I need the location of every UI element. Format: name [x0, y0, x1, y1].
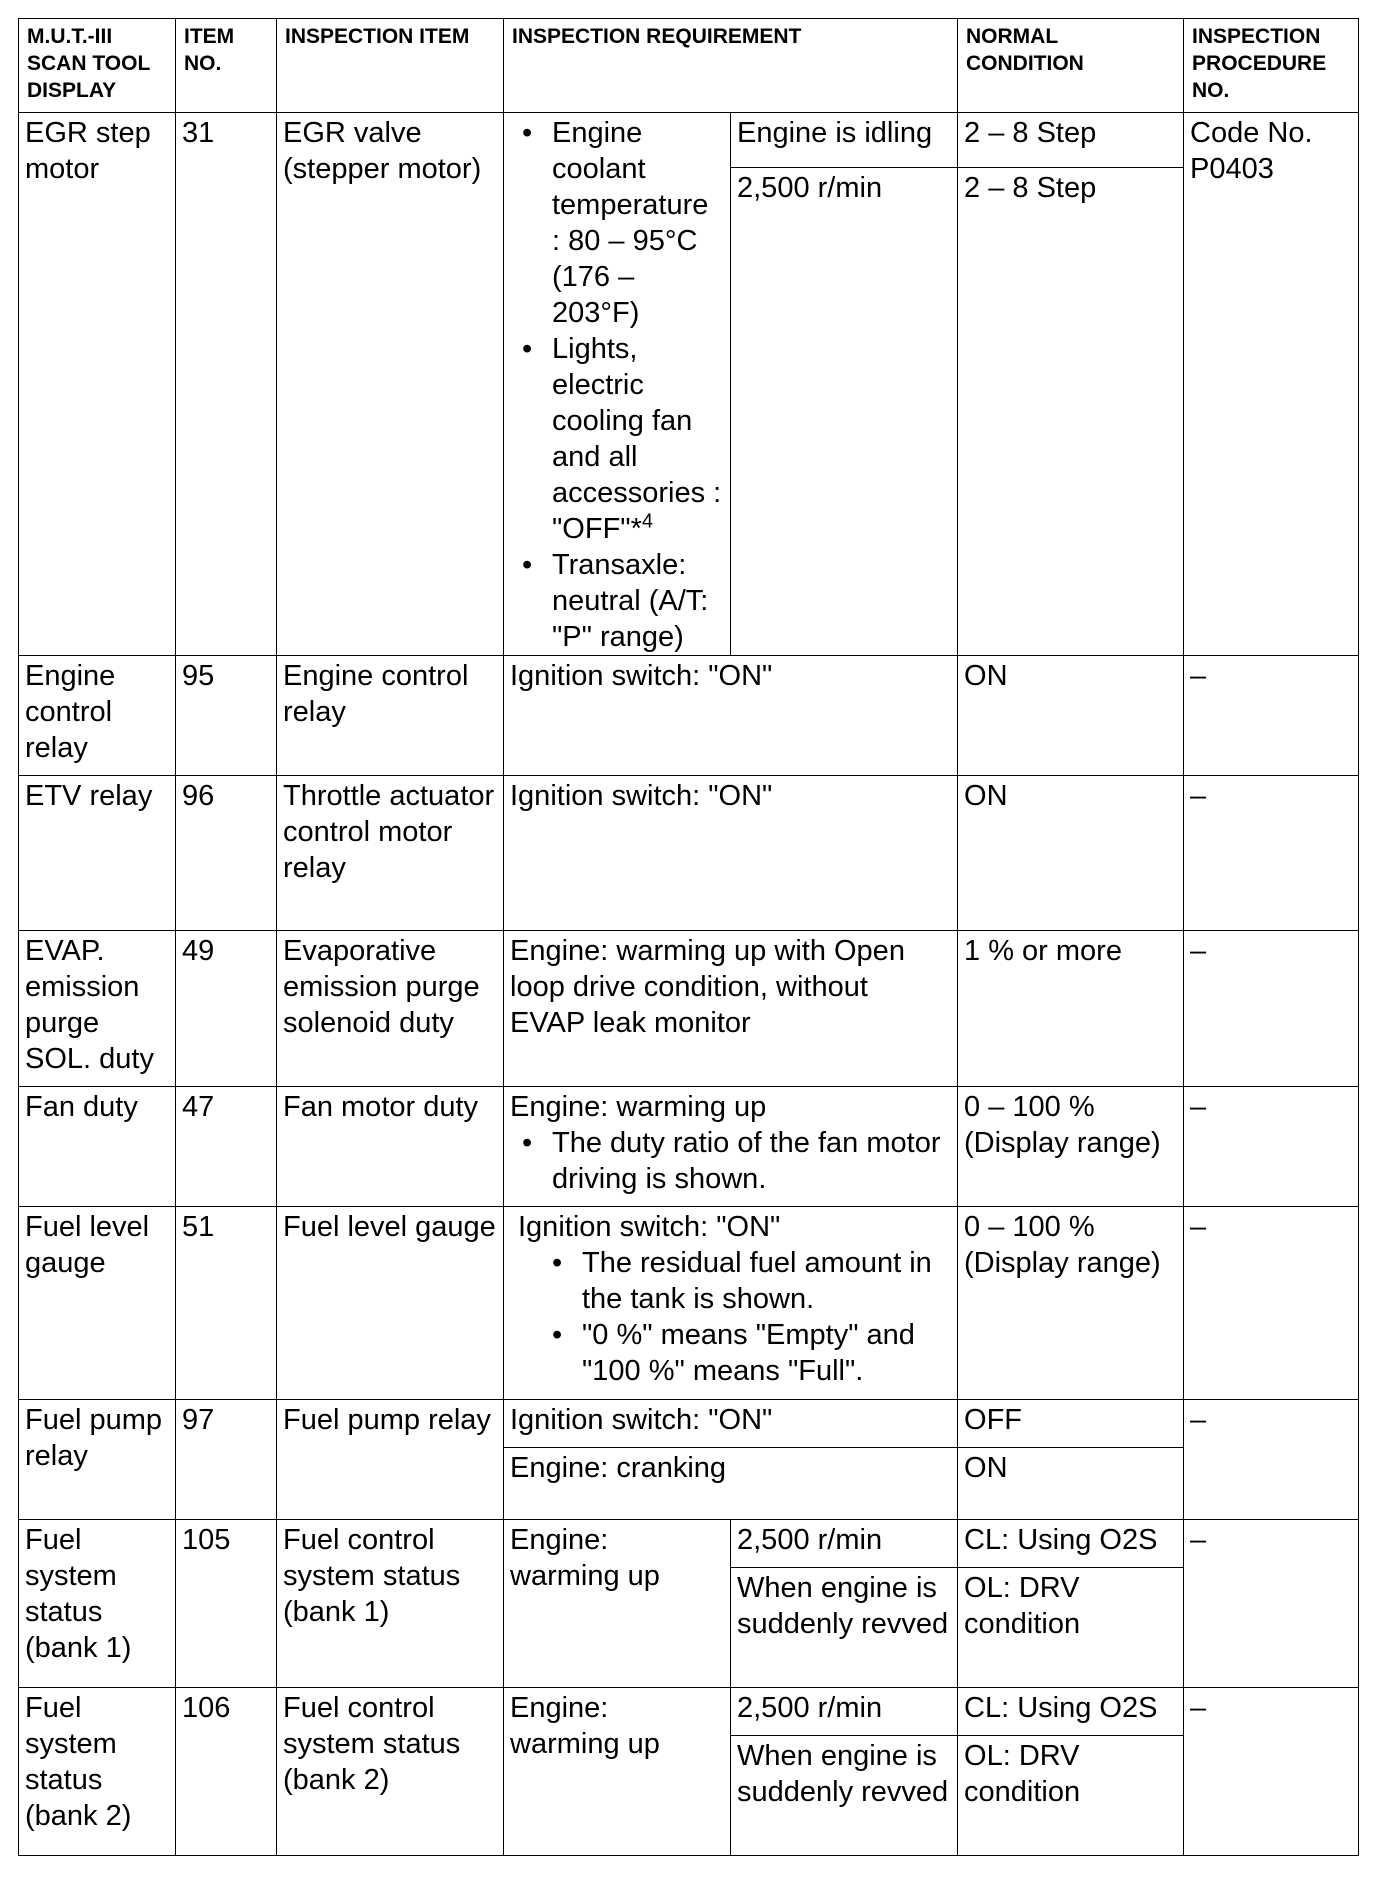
display-cell: EGR step motor	[19, 113, 176, 656]
procedure-cell: Code No. P0403	[1184, 113, 1359, 656]
item-no-cell: 31	[176, 113, 277, 656]
requirement-bullet: • The residual fuel amount in the tank is shown.	[582, 1245, 951, 1317]
header-display: M.U.T.-III SCAN TOOL DISPLAY	[19, 19, 176, 113]
header-normal-condition: NORMAL CONDITION	[958, 19, 1184, 113]
inspection-item-cell: Fuel level gauge	[277, 1207, 504, 1400]
normal-condition-cell: CL: Using O2S	[958, 1688, 1184, 1736]
table-row	[19, 113, 1359, 168]
normal-condition-cell: 0 – 100 % (Display range)	[958, 1087, 1184, 1207]
inspection-item-cell: EGR valve (stepper motor)	[277, 113, 504, 656]
normal-condition-cell: OL: DRV condition	[958, 1736, 1184, 1856]
inspection-item-cell: Throttle actuator control motor relay	[277, 776, 504, 931]
header-inspection-requirement: INSPECTION REQUIREMENT	[504, 19, 958, 113]
requirement-bullet: • Engine coolant temperature : 80 – 95°C (176 – 203°F)	[552, 115, 724, 331]
requirement-bullet-list	[510, 1125, 951, 1197]
normal-condition-cell: OFF	[958, 1400, 1184, 1448]
requirement-cell	[504, 113, 731, 656]
normal-condition-cell: OL: DRV condition	[958, 1568, 1184, 1688]
table-row	[19, 1400, 1359, 1448]
inspection-item-cell: Evaporative emission purge solenoid duty	[277, 931, 504, 1087]
header-row	[19, 19, 1359, 113]
inspection-table	[18, 18, 1359, 1856]
table-row	[19, 1087, 1359, 1207]
display-cell: EVAP. emission purge SOL. duty	[19, 931, 176, 1087]
item-no-cell: 106	[176, 1688, 277, 1856]
display-cell: Fuel system status (bank 1)	[19, 1520, 176, 1688]
requirement-cell: Engine: cranking	[504, 1448, 958, 1520]
sub-condition-cell: Engine is idling	[731, 113, 958, 168]
display-cell: Fuel system status (bank 2)	[19, 1688, 176, 1856]
normal-condition-cell: CL: Using O2S	[958, 1520, 1184, 1568]
sub-condition-cell: When engine is suddenly revved	[731, 1568, 958, 1688]
requirement-bullet	[552, 331, 724, 547]
requirement-bullet: • The duty ratio of the fan motor driving is shown.	[552, 1125, 951, 1197]
normal-condition-cell: ON	[958, 656, 1184, 776]
table-row	[19, 1207, 1359, 1400]
normal-condition-cell: 1 % or more	[958, 931, 1184, 1087]
table-row	[19, 776, 1359, 931]
requirement-cell: Ignition switch: "ON"	[504, 656, 958, 776]
requirement-bullet: • "0 %" means "Empty" and "100 %" means "Full".	[582, 1317, 951, 1389]
normal-condition-cell: 2 – 8 Step	[958, 167, 1184, 655]
requirement-cell: Ignition switch: "ON"	[504, 1400, 958, 1448]
item-no-cell: 96	[176, 776, 277, 931]
display-cell: Fuel level gauge	[19, 1207, 176, 1400]
requirement-cell: Engine: warming up	[504, 1520, 731, 1688]
item-no-cell: 105	[176, 1520, 277, 1688]
table-row	[19, 1520, 1359, 1568]
table-row	[19, 931, 1359, 1087]
normal-condition-cell: ON	[958, 1448, 1184, 1520]
item-no-cell: 49	[176, 931, 277, 1087]
item-no-cell: 97	[176, 1400, 277, 1520]
normal-condition-cell: 2 – 8 Step	[958, 113, 1184, 168]
procedure-cell: –	[1184, 656, 1359, 776]
table-row	[19, 656, 1359, 776]
requirement-bullet-text: Lights, electric cooling fan and all accessories : "OFF"*	[552, 333, 722, 545]
requirement-text: Ignition switch: "ON"	[518, 1211, 781, 1243]
display-cell: Engine control relay	[19, 656, 176, 776]
requirement-bullet-list	[510, 115, 724, 655]
sub-condition-cell: 2,500 r/min	[731, 1520, 958, 1568]
requirement-cell	[504, 1207, 958, 1400]
item-no-cell: 51	[176, 1207, 277, 1400]
procedure-cell: –	[1184, 1087, 1359, 1207]
header-item-no: ITEM NO.	[176, 19, 277, 113]
footnote-marker: 4	[641, 510, 653, 533]
requirement-bullet: • Transaxle: neutral (A/T: "P" range)	[552, 547, 724, 655]
sub-condition-cell: 2,500 r/min	[731, 167, 958, 655]
procedure-cell: –	[1184, 1400, 1359, 1520]
table-row	[19, 1688, 1359, 1736]
requirement-cell: Engine: warming up with Open loop drive condition, without EVAP leak monitor	[504, 931, 958, 1087]
requirement-cell: Ignition switch: "ON"	[504, 776, 958, 931]
inspection-item-cell: Engine control relay	[277, 656, 504, 776]
normal-condition-cell: 0 – 100 % (Display range)	[958, 1207, 1184, 1400]
inspection-item-cell: Fan motor duty	[277, 1087, 504, 1207]
procedure-cell: –	[1184, 1520, 1359, 1688]
inspection-item-cell: Fuel control system status (bank 1)	[277, 1520, 504, 1688]
procedure-cell: –	[1184, 1688, 1359, 1856]
normal-condition-cell: ON	[958, 776, 1184, 931]
item-no-cell: 47	[176, 1087, 277, 1207]
inspection-item-cell: Fuel pump relay	[277, 1400, 504, 1520]
header-inspection-item: INSPECTION ITEM	[277, 19, 504, 113]
item-no-cell: 95	[176, 656, 277, 776]
requirement-text: Engine: warming up	[510, 1091, 767, 1123]
procedure-cell: –	[1184, 776, 1359, 931]
sub-condition-cell: 2,500 r/min	[731, 1688, 958, 1736]
header-procedure-no: INSPECTION PROCEDURE NO.	[1184, 19, 1359, 113]
procedure-cell: –	[1184, 931, 1359, 1087]
inspection-item-cell: Fuel control system status (bank 2)	[277, 1688, 504, 1856]
display-cell: Fan duty	[19, 1087, 176, 1207]
procedure-cell: –	[1184, 1207, 1359, 1400]
requirement-cell	[504, 1087, 958, 1207]
requirement-cell: Engine: warming up	[504, 1688, 731, 1856]
requirement-bullet-list	[510, 1245, 951, 1389]
sub-condition-cell: When engine is suddenly revved	[731, 1736, 958, 1856]
display-cell: ETV relay	[19, 776, 176, 931]
display-cell: Fuel pump relay	[19, 1400, 176, 1520]
